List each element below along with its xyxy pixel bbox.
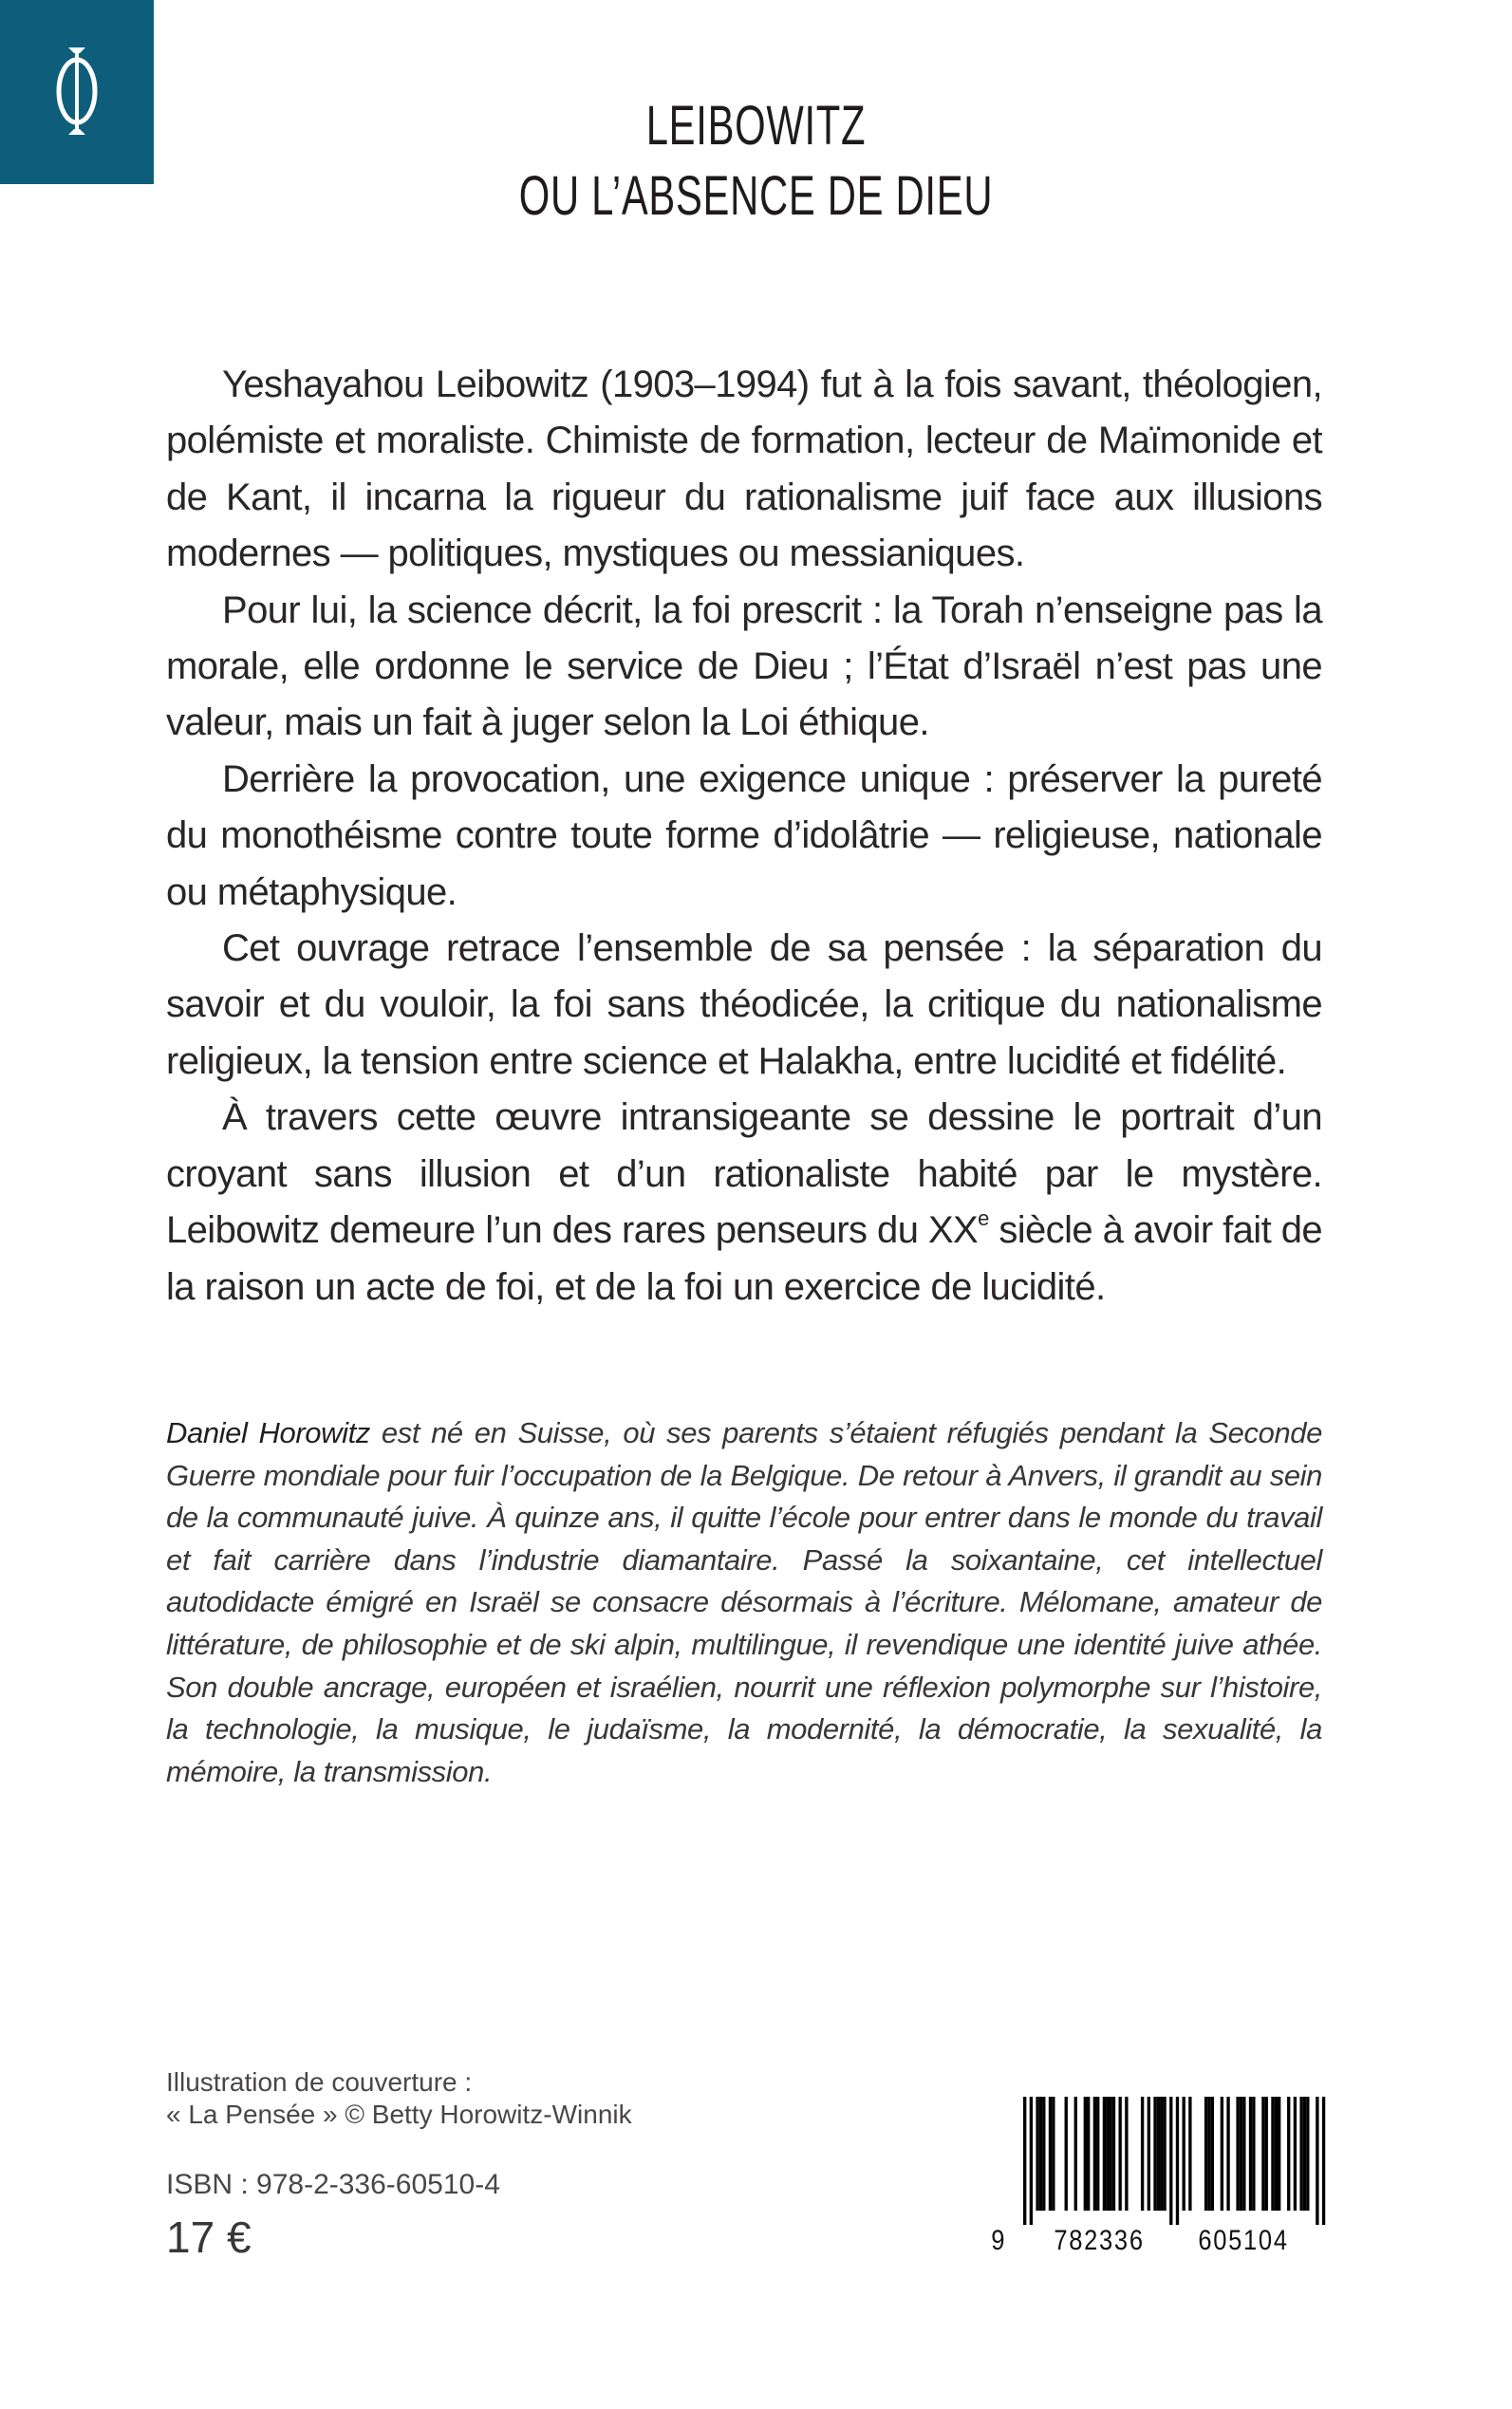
barcode-bar (1109, 2097, 1111, 2211)
barcode-bar (1261, 2097, 1264, 2211)
barcode-bar (1242, 2097, 1245, 2211)
blurb-text: À travers cette œuvre intransigeante se dessine le portrait d’un croyant sans illusion et d’un rationaliste habité par le mystère. Leibowitz demeure l’un des rares penseurs du XX (166, 1096, 1322, 1252)
author-bio-text: est né en Suisse, où ses parents s’étaient réfugiés pendant la Seconde Guerre mondiale pour fuir l’occupation de la Belgique. De retour à Anvers, il grandit au sein de la communauté juive. À quinze ans, il quitte l’école pour entrer dans le monde du travail et fait carrière dans l’industrie diamantaire. Passé la soixantaine, cet intellectuel autodidacte émigré en Israël se consacre désormais à l’écriture. Mélomane, amateur de littérature, de philosophie et de ski alpin, multilingue, il revendique une identité juive athée. Son double ancrage, européen et israélien, nourrit une réflexion polymorphe sur l’histoire, la technologie, la musique, le judaïsme, la modernité, la démocratie, la sexualité, la mémoire, la transmission. (166, 1416, 1322, 1788)
price: 17 € (166, 2213, 252, 2262)
barcode-bar (1226, 2097, 1229, 2211)
barcode (987, 2097, 1338, 2263)
barcode-bar (1316, 2097, 1318, 2225)
barcode-bar (1119, 2097, 1122, 2211)
barcode-bar (1157, 2097, 1160, 2211)
barcode-bar (1211, 2097, 1214, 2211)
barcode-bar (1240, 2097, 1242, 2211)
barcode-bar (1169, 2097, 1172, 2225)
barcode-bar (1042, 2097, 1045, 2211)
barcode-bar (1249, 2097, 1252, 2211)
barcode-bar (1294, 2097, 1297, 2211)
barcode-bar (1236, 2097, 1239, 2211)
superscript: e (978, 1206, 989, 1231)
blurb-paragraph: Pour lui, la science décrit, la foi prescrit : la Torah n’enseigne pas la morale, elle ordonne le service de Dieu ; l’État d’Israël n’est pas une valeur, mais un fait à juger selon la Loi éthique. (166, 588, 1322, 744)
barcode-bar (1160, 2097, 1163, 2211)
barcode-bar (1252, 2097, 1255, 2211)
back-cover-blurb (166, 357, 1322, 1316)
title-line-2: OU L’ABSENCE DE DIEU (518, 165, 994, 227)
barcode-bar (1303, 2097, 1306, 2211)
barcode-bar (1052, 2097, 1055, 2211)
author-name: Daniel Horowitz (166, 1416, 370, 1449)
barcode-bar (1049, 2097, 1052, 2211)
blurb-paragraph: Derrière la provocation, une exigence unique : préserver la pureté du monothéisme contre toute forme d’idolâtrie — religieuse, nationale ou métaphysique. (166, 757, 1322, 913)
barcode-digits-right: 605104 (1198, 2225, 1289, 2256)
barcode-bar (1163, 2097, 1166, 2211)
blurb-paragraph: Cet ouvrage retrace l’ensemble de sa pensée : la séparation du savoir et du vouloir, la foi sans théodicée, la critique du nationalisme religieux, la tension entre science et Halakha, entre lucidité et fidélité. (166, 927, 1322, 1082)
barcode-bars (987, 2097, 1338, 2225)
barcode-bar (1141, 2097, 1144, 2211)
barcode-bar (1103, 2097, 1106, 2211)
isbn: ISBN : 978-2-336-60510-4 (166, 2169, 500, 2200)
barcode-bar (1096, 2097, 1099, 2211)
barcode-bar (1188, 2097, 1191, 2211)
barcode-bar (1093, 2097, 1096, 2211)
barcode-bar (1023, 2097, 1026, 2225)
barcode-bar (1036, 2097, 1038, 2211)
barcode-bar (1207, 2097, 1210, 2211)
barcode-bar (1287, 2097, 1290, 2211)
barcode-bar (1153, 2097, 1156, 2211)
barcode-bar (1087, 2097, 1090, 2211)
title-line-1: LEIBOWITZ (645, 95, 867, 157)
barcode-bar (1039, 2097, 1042, 2211)
barcode-digit-first: 9 (991, 2225, 1005, 2256)
barcode-bar (1125, 2097, 1128, 2211)
author-bio (166, 1412, 1322, 1793)
credit-line-1: Illustration de couverture : (166, 2067, 473, 2097)
barcode-bar (1084, 2097, 1087, 2211)
barcode-bar (1112, 2097, 1115, 2211)
barcode-bar (1106, 2097, 1109, 2211)
barcode-bar (1204, 2097, 1207, 2211)
barcode-bar (1271, 2097, 1274, 2211)
barcode-bar (1148, 2097, 1150, 2211)
barcode-bar (1278, 2097, 1280, 2211)
barcode-bar (1183, 2097, 1185, 2211)
barcode-bar (1176, 2097, 1179, 2225)
barcode-digits-left: 782336 (1054, 2225, 1145, 2256)
blurb-text: siècle à avoir fait de la raison un acte de foi, et de la foi un exercice de lucidité. (166, 1209, 1322, 1308)
barcode-bar (1065, 2097, 1068, 2211)
barcode-bar (1299, 2097, 1302, 2211)
barcode-bar (1074, 2097, 1077, 2211)
cover-credit (166, 2066, 632, 2131)
barcode-bar (1322, 2097, 1325, 2225)
credit-line-2: « La Pensée » © Betty Horowitz-Winnik (166, 2100, 632, 2129)
book-title (0, 91, 1512, 232)
blurb-paragraph: Yeshayahou Leibowitz (1903–1994) fut à la fois savant, théologien, polémiste et moraliste. Chimiste de formation, lecteur de Maïmonide et de Kant, il incarna la rigueur du rationalisme juif face aux illusions modernes — politiques, mystiques ou messianiques. (166, 364, 1322, 575)
barcode-bar (1030, 2097, 1033, 2225)
barcode-bar (1275, 2097, 1278, 2211)
blurb-paragraph (166, 1090, 1322, 1316)
barcode-bar (1306, 2097, 1309, 2211)
barcode-bar (1221, 2097, 1223, 2211)
barcode-bar (1265, 2097, 1268, 2211)
